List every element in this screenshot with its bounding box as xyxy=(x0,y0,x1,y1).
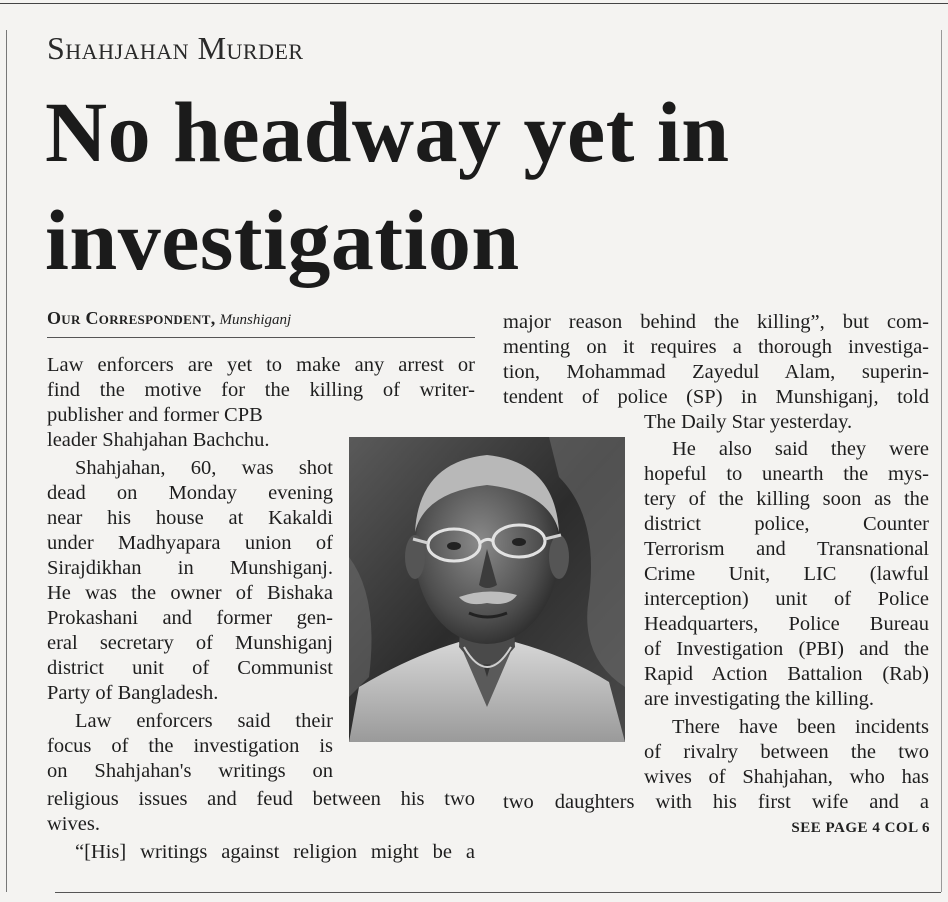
body-line: Prokashani and former gen- xyxy=(47,607,333,629)
body-line: district unit of Communist xyxy=(47,657,333,679)
right-column-rule xyxy=(941,30,942,892)
portrait-illustration xyxy=(349,437,625,742)
body-line: tion, Mohammad Zayedul Alam, superin- xyxy=(503,361,929,383)
body-line: tery of the killing soon as the xyxy=(644,488,929,510)
body-line: Shahjahan, 60, was shot xyxy=(75,457,333,479)
bottom-rule xyxy=(55,892,941,893)
portrait-photo xyxy=(349,437,625,742)
byline-place: Munshiganj xyxy=(219,312,292,328)
byline-name: Our Correspondent, xyxy=(47,308,216,328)
body-line: under Madhyapara union of xyxy=(47,532,333,554)
body-line: Headquarters, Police Bureau xyxy=(644,613,929,635)
body-line: hopeful to unearth the mys- xyxy=(644,463,929,485)
left-column-rule xyxy=(6,30,7,892)
body-line: wives. xyxy=(47,813,100,835)
body-line: The Daily Star yesterday. xyxy=(644,411,853,433)
body-line: near his house at Kakaldi xyxy=(47,507,333,529)
body-line: publisher and former CPB xyxy=(47,404,263,426)
body-line: dead on Monday evening xyxy=(47,482,333,504)
body-line: wives of Shahjahan, who has xyxy=(644,766,929,788)
body-line: tendent of police (SP) in Munshiganj, told xyxy=(503,386,929,408)
body-line: major reason behind the killing”, but com- xyxy=(503,311,929,333)
body-line: are investigating the killing. xyxy=(644,688,875,710)
body-line: He also said they were xyxy=(672,438,929,460)
body-line: of Investigation (PBI) and the xyxy=(644,638,929,660)
body-line: “[His] writings against religion might be a xyxy=(75,841,475,863)
body-line: Sirajdikhan in Munshiganj. xyxy=(47,557,333,579)
top-rule xyxy=(0,3,948,4)
headline: No headway yet in investigation xyxy=(45,84,730,288)
body-line: Crime Unit, LIC (lawful xyxy=(644,563,929,585)
body-line: district police, Counter xyxy=(644,513,929,535)
body-line: focus of the investigation is xyxy=(47,735,333,757)
body-line: Law enforcers are yet to make any arrest or xyxy=(47,354,475,376)
body-line: There have been incidents xyxy=(672,716,929,738)
body-line: of rivalry between the two xyxy=(644,741,929,763)
body-line: leader Shahjahan Bachchu. xyxy=(47,429,270,451)
byline-rule xyxy=(47,337,475,338)
continuation-reference: SEE PAGE 4 COL 6 xyxy=(791,820,930,836)
body-line: two daughters with his first wife and a xyxy=(503,791,929,813)
body-line: religious issues and feud between his two xyxy=(47,788,475,810)
kicker: Shahjahan Murder xyxy=(47,30,304,66)
body-line: Law enforcers said their xyxy=(75,710,333,732)
body-line: interception) unit of Police xyxy=(644,588,929,610)
body-line: eral secretary of Munshiganj xyxy=(47,632,333,654)
byline xyxy=(47,308,477,329)
body-line: He was the owner of Bishaka xyxy=(47,582,333,604)
body-line: Rapid Action Battalion (Rab) xyxy=(644,663,929,685)
body-line: Party of Bangladesh. xyxy=(47,682,219,704)
body-line: find the motive for the killing of writer- xyxy=(47,379,475,401)
body-line: Terrorism and Transnational xyxy=(644,538,929,560)
body-line: menting on it requires a thorough investiga- xyxy=(503,336,929,358)
body-line: on Shahjahan's writings on xyxy=(47,760,333,782)
